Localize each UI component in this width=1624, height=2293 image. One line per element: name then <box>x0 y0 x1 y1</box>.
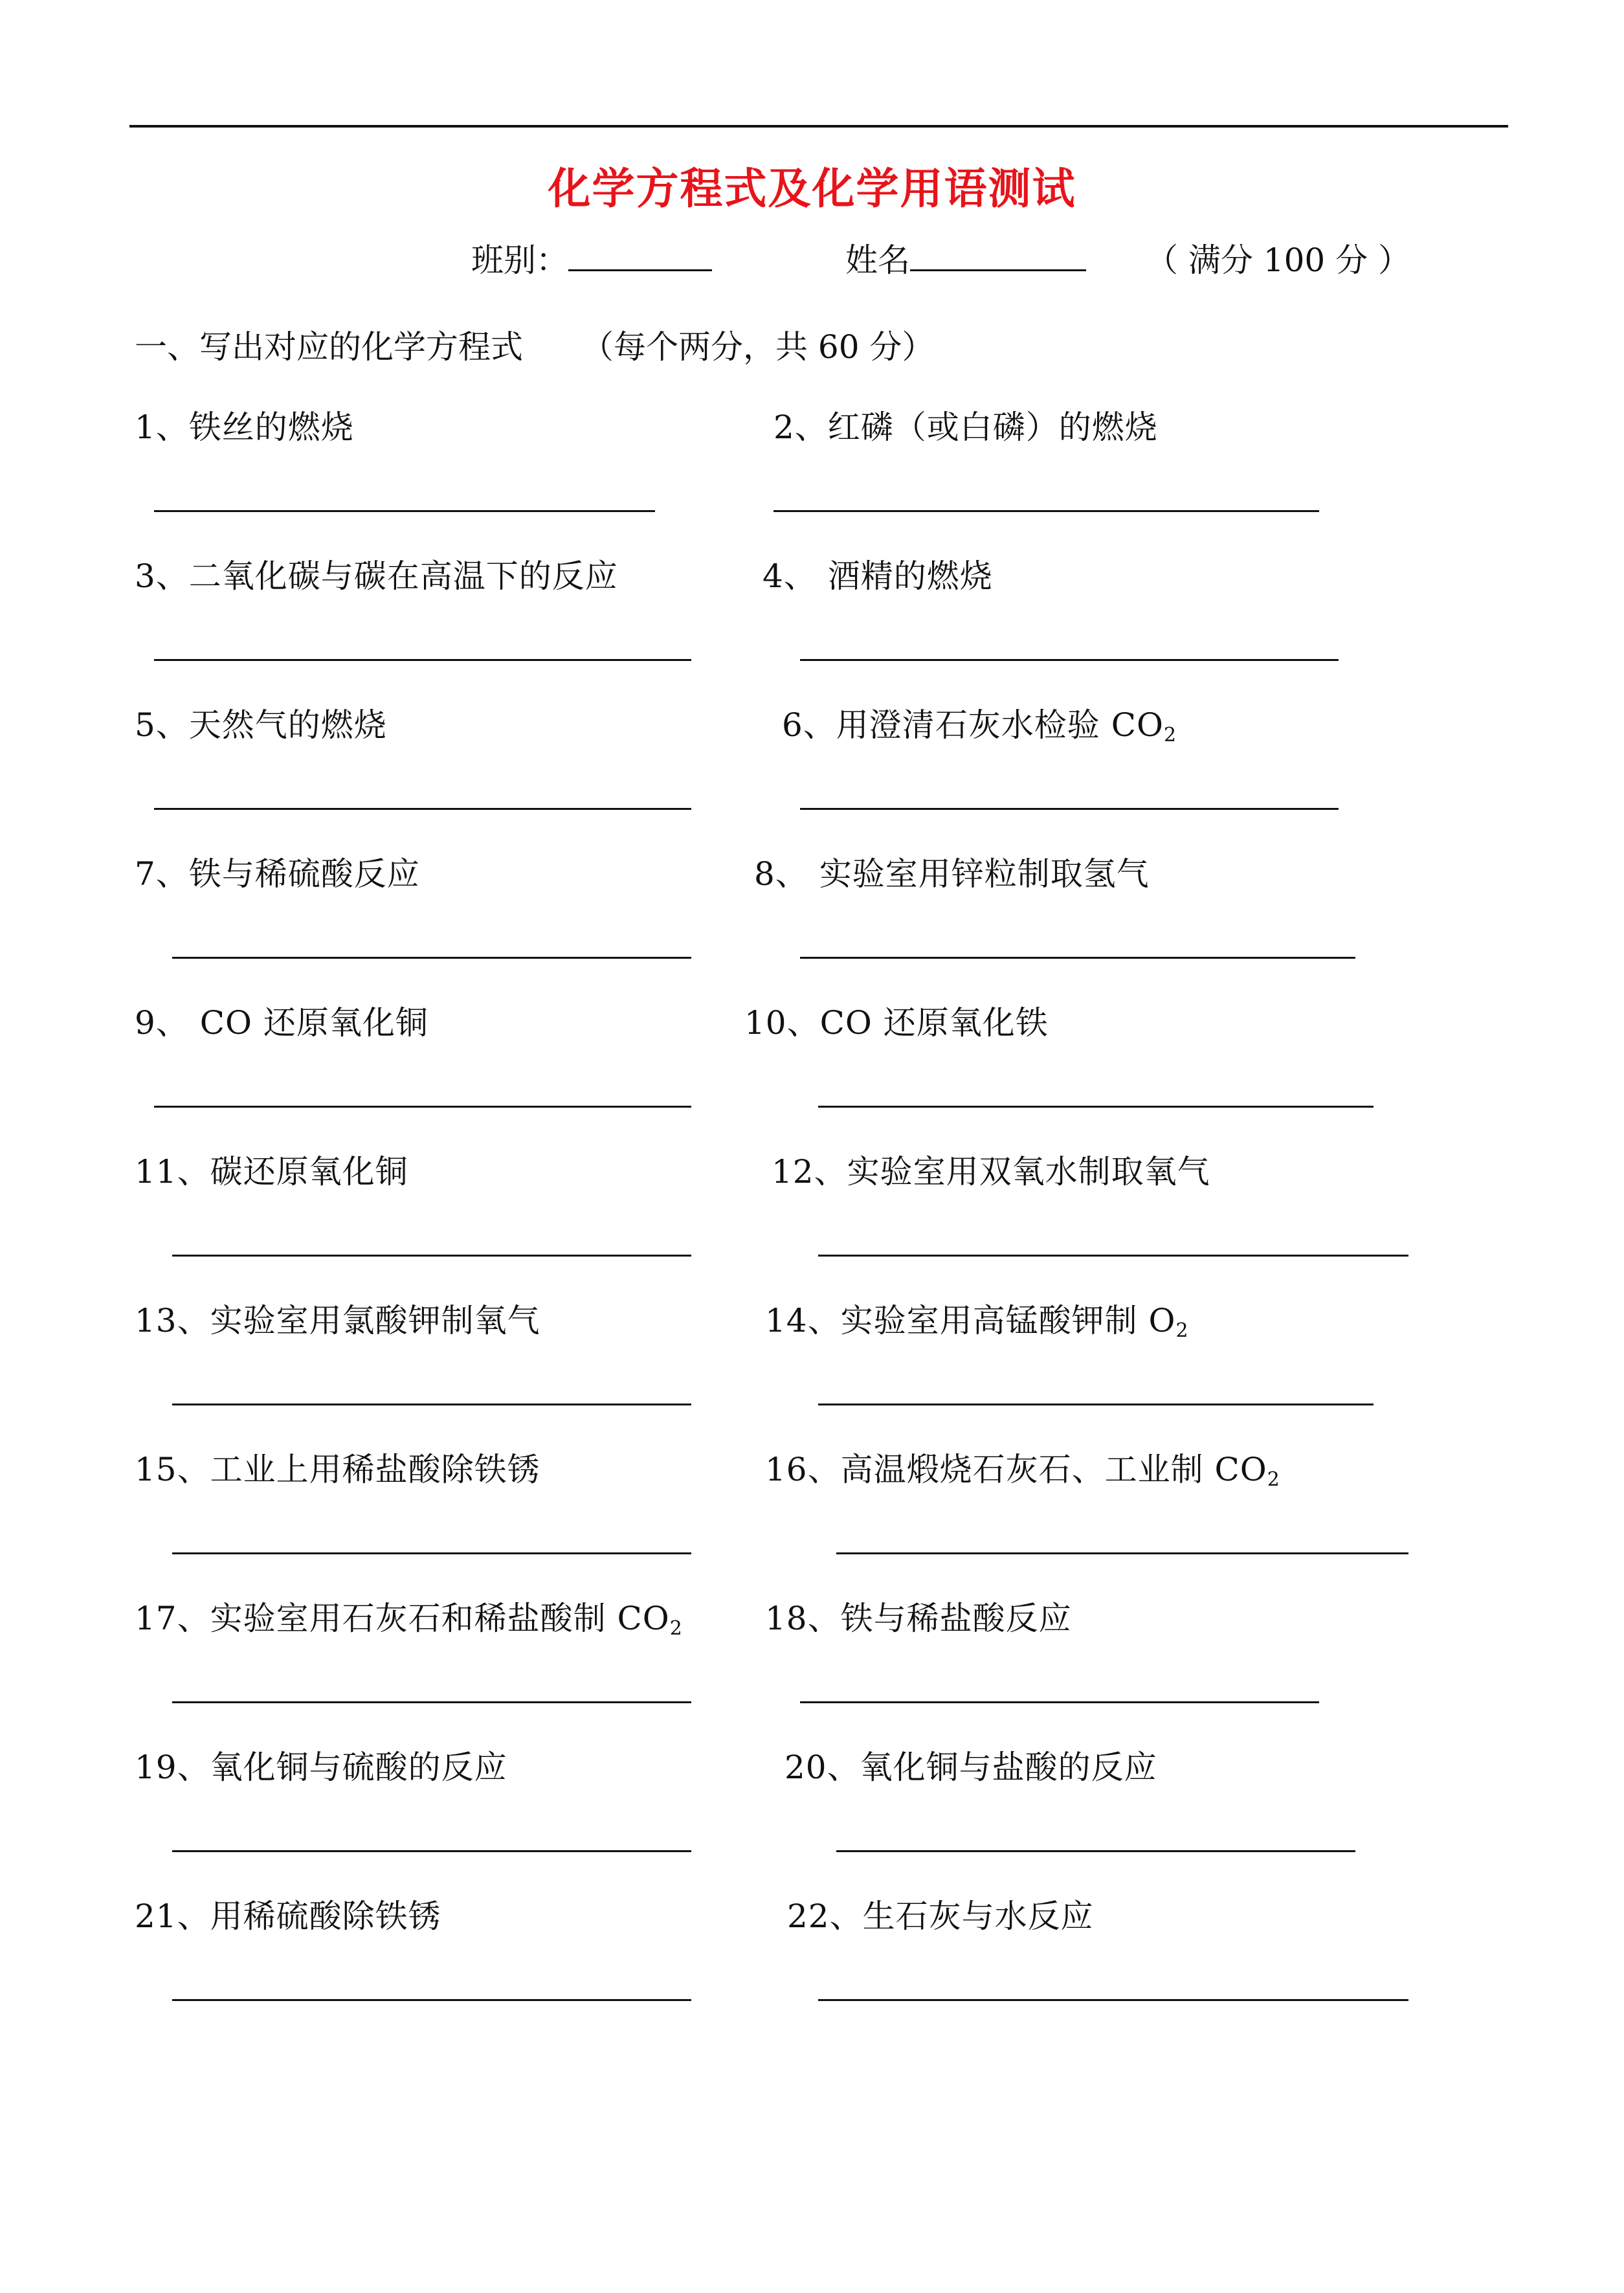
question-text: 1、铁丝的燃烧 <box>135 408 354 446</box>
class-blank[interactable] <box>568 238 712 271</box>
page-title: 化学方程式及化学用语测试 <box>548 163 1076 214</box>
answer-line-12[interactable] <box>818 1255 1408 1257</box>
question-1 <box>135 401 354 448</box>
question-text: 17、实验室用石灰石和稀盐酸制 CO <box>135 1600 670 1637</box>
answer-line-18[interactable] <box>800 1701 1319 1703</box>
question-12 <box>772 1146 1210 1192</box>
question-text: 2、红磷（或白磷）的燃烧 <box>773 408 1158 446</box>
subscript: 2 <box>1267 1468 1280 1491</box>
question-text: 4、 酒精的燃烧 <box>762 557 993 595</box>
question-text: 21、用稀硫酸除铁锈 <box>135 1897 441 1935</box>
question-2 <box>773 401 1158 448</box>
question-16 <box>765 1444 1280 1491</box>
question-text: 18、铁与稀盐酸反应 <box>765 1600 1072 1637</box>
answer-line-1[interactable] <box>154 510 655 512</box>
question-5 <box>135 699 387 746</box>
question-text: 5、天然气的燃烧 <box>135 706 387 744</box>
question-6 <box>782 699 1177 746</box>
answer-line-10[interactable] <box>818 1106 1374 1108</box>
section-title: 一、写出对应的化学方程式 <box>135 328 523 366</box>
answer-line-14[interactable] <box>818 1404 1374 1405</box>
section-heading <box>135 321 934 368</box>
question-text: 8、 实验室用锌粒制取氢气 <box>754 855 1150 893</box>
answer-line-17[interactable] <box>172 1701 691 1703</box>
answer-line-7[interactable] <box>172 957 691 959</box>
question-text: 13、实验室用氯酸钾制氧气 <box>135 1302 540 1339</box>
class-label: 班别： <box>471 241 568 279</box>
answer-line-9[interactable] <box>154 1106 691 1108</box>
answer-line-5[interactable] <box>154 808 691 810</box>
answer-line-11[interactable] <box>172 1255 691 1257</box>
question-17 <box>135 1593 683 1640</box>
answer-line-4[interactable] <box>800 659 1339 661</box>
answer-line-15[interactable] <box>172 1552 691 1554</box>
question-3 <box>135 550 618 597</box>
question-13 <box>135 1295 540 1341</box>
name-blank[interactable] <box>910 238 1086 271</box>
answer-line-8[interactable] <box>800 957 1355 959</box>
class-field[interactable] <box>471 234 712 281</box>
question-8 <box>754 848 1150 895</box>
question-text: 7、铁与稀硫酸反应 <box>135 855 420 893</box>
question-text: 19、氧化铜与硫酸的反应 <box>135 1749 507 1786</box>
subscript: 2 <box>1175 1319 1189 1342</box>
subscript: 2 <box>1163 724 1177 746</box>
top-rule <box>129 125 1508 128</box>
question-text: 22、生石灰与水反应 <box>787 1897 1094 1935</box>
subscript: 2 <box>669 1617 683 1640</box>
score-note: （ 满分 100 分 ） <box>1146 241 1411 279</box>
question-text: 16、高温煅烧石灰石、工业制 CO <box>765 1451 1267 1488</box>
question-20 <box>784 1741 1157 1788</box>
question-text: 9、 CO 还原氧化铜 <box>135 1004 428 1042</box>
section-note: （每个两分，共 60 分） <box>581 328 935 366</box>
question-7 <box>135 848 420 895</box>
question-text: 10、CO 还原氧化铁 <box>744 1004 1049 1042</box>
question-15 <box>135 1444 540 1490</box>
question-text: 20、氧化铜与盐酸的反应 <box>784 1749 1157 1786</box>
question-22 <box>787 1890 1094 1937</box>
answer-line-6[interactable] <box>800 808 1339 810</box>
question-4 <box>762 550 993 597</box>
name-field[interactable] <box>845 234 1086 281</box>
answer-line-21[interactable] <box>172 1999 691 2001</box>
question-18 <box>765 1593 1072 1639</box>
question-text: 14、实验室用高锰酸钾制 O <box>765 1302 1176 1339</box>
question-text: 15、工业上用稀盐酸除铁锈 <box>135 1451 540 1488</box>
question-10 <box>744 997 1049 1044</box>
answer-line-13[interactable] <box>172 1404 691 1405</box>
answer-line-19[interactable] <box>172 1850 691 1852</box>
answer-line-3[interactable] <box>154 659 691 661</box>
name-label: 姓名 <box>845 241 910 279</box>
answer-line-16[interactable] <box>836 1552 1408 1554</box>
question-19 <box>135 1741 507 1788</box>
question-text: 6、用澄清石灰水检验 CO <box>782 706 1164 744</box>
question-9 <box>135 997 428 1044</box>
question-text: 11、碳还原氧化铜 <box>135 1153 408 1191</box>
answer-line-22[interactable] <box>818 1999 1408 2001</box>
question-21 <box>135 1890 441 1937</box>
question-text: 3、二氧化碳与碳在高温下的反应 <box>135 557 618 595</box>
question-11 <box>135 1146 408 1192</box>
answer-line-20[interactable] <box>836 1850 1355 1852</box>
answer-line-2[interactable] <box>773 510 1319 512</box>
question-14 <box>765 1295 1189 1342</box>
question-text: 12、实验室用双氧水制取氧气 <box>772 1153 1210 1191</box>
